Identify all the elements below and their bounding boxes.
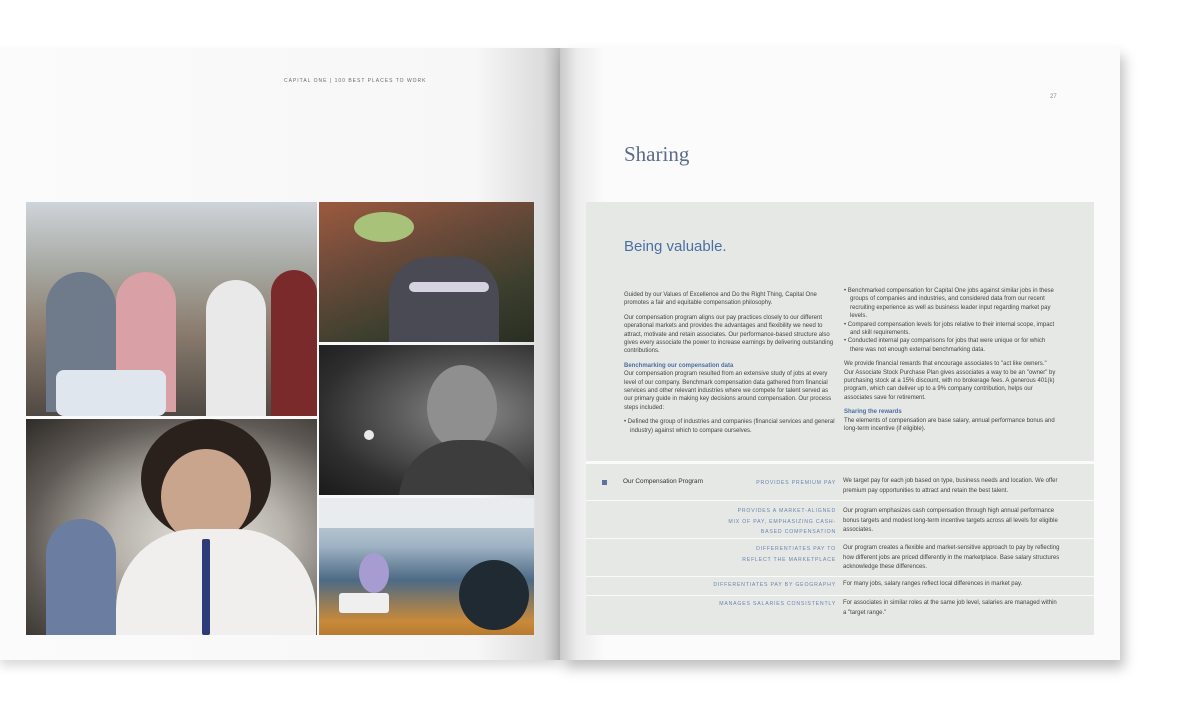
- paragraph: Guided by our Values of Excellence and Do the Right Thing, Capital One promotes a fair and equitable compensation philosophy.: [624, 292, 817, 307]
- section-title: Sharing: [624, 142, 690, 166]
- page-number: 27: [1050, 94, 1057, 100]
- photo-laughing-associate: [26, 419, 317, 635]
- table-row: [586, 577, 1094, 596]
- photo-associate-portrait: [319, 345, 534, 495]
- text-column-right: [844, 287, 1056, 440]
- row-label: PROVIDES A MARKET-ALIGNED MIX OF PAY, EMPHASIZING CASH-BASED COMPENSATION: [728, 508, 836, 535]
- photo-office-celebration: [26, 202, 317, 416]
- bullet-item: • Conducted internal pay comparisons for jobs that were unique or for which there was not enough external benchmarking data.: [844, 338, 1046, 353]
- subheading: Sharing the rewards: [844, 409, 902, 416]
- row-label: PROVIDES PREMIUM PAY: [756, 480, 836, 486]
- table-row: [586, 466, 1094, 501]
- photo-open-workspace: [319, 498, 534, 635]
- row-text: Our program emphasizes cash compensation through high annual performance bonus targets and modest long-term incentive targets across all levels for eligible associates.: [843, 508, 1058, 534]
- paragraph: The elements of compensation are base salary, annual performance bonus and long-term incentive (if eligible).: [844, 417, 1055, 433]
- row-label: DIFFERENTIATES PAY BY GEOGRAPHY: [713, 582, 836, 588]
- paragraph: We provide financial rewards that encourage associates to "act like owners." Our Associate Stock Purchase Plan gives associates a way to be an "owner" by purchasing stock at a 15% discount, with no brokerage fees. A generous 401(k) program, which can deliver up to a 9% company contribution, helps our associates save for retirement.: [844, 361, 1056, 401]
- table-row: [586, 596, 1094, 622]
- paragraph: Our compensation program aligns our pay practices closely to our different operational markets and provides the advantages and flexibility we need to attract, motivate and retain associates. Our performance-based structure also gives every associate the power to increase earnings by delivering outstanding contributions.: [624, 314, 834, 355]
- row-text: We target pay for each job based on type, business needs and location. We offer premium pay opportunities to attract and retain the best talent.: [843, 478, 1058, 494]
- bullet-item: • Compared compensation levels for jobs relative to their internal scope, impact and skill requirements.: [844, 321, 1055, 337]
- row-text: For associates in similar roles at the same job level, salaries are managed within a "target range.": [843, 600, 1057, 616]
- row-label: DIFFERENTIATES PAY TO REFLECT THE MARKETPLACE: [742, 546, 836, 563]
- subheading: Benchmarking our compensation data: [624, 362, 734, 369]
- program-title: Our Compensation Program: [623, 478, 703, 485]
- bullet-item: • Benchmarked compensation for Capital One jobs against similar jobs in these groups of companies and industries, and considered data from our recent recruiting experience as well as business leader input regarding market pay levels.: [844, 288, 1054, 320]
- row-text: For many jobs, salary ranges reflect local differences in market pay.: [843, 581, 1023, 587]
- running-header: CAPITAL ONE | 100 BEST PLACES TO WORK: [284, 78, 427, 84]
- section-subtitle: Being valuable.: [624, 238, 727, 255]
- row-text: Our program creates a flexible and market-sensitive approach to pay by reflecting how different jobs are priced differently in the marketplace. Base salary structures acknowledge these differences.: [843, 545, 1060, 571]
- panel-divider: [586, 461, 1094, 464]
- photo-ribbon-cutting: [319, 202, 534, 342]
- table-row: [586, 501, 1094, 539]
- row-label: MANAGES SALARIES CONSISTENTLY: [719, 601, 836, 607]
- paragraph: Our compensation program resulted from an extensive study of jobs at every level of our company. Benchmark compensation data gathered from financial services and other relevant industries where we compete for talent served as our primary guide in making key decisions around compensation. Our process steps included:: [624, 371, 832, 411]
- text-column-left: [624, 291, 836, 435]
- table-row: [586, 539, 1094, 577]
- bullet-item: • Defined the group of industries and companies (financial services and general industry) against which to compare ourselves.: [624, 419, 835, 434]
